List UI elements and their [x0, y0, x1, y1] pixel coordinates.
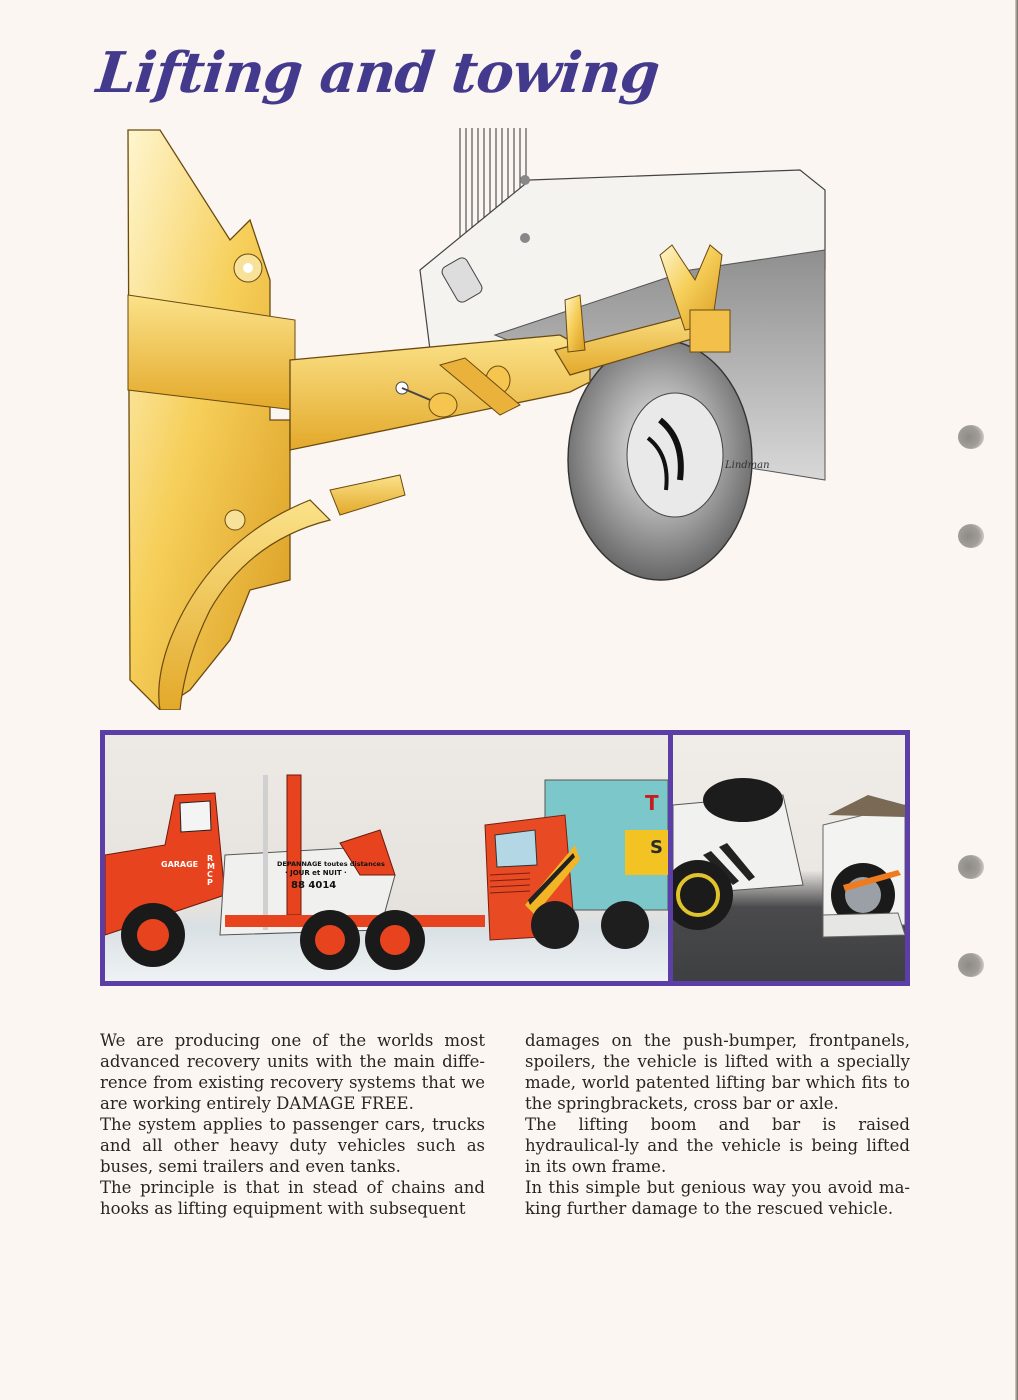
binder-hole-icon [958, 953, 984, 977]
lifting-bar-illustration [100, 120, 830, 710]
artist-signature: Lindman [725, 460, 770, 471]
wheel-lift-scene [673, 735, 905, 981]
photo-lifting-bar-wheel [673, 735, 905, 981]
trailer-letter-s: S [650, 837, 663, 858]
binder-hole-icon [958, 855, 984, 879]
paragraph-principle-start: The principle is that in stead of chains and hooks as lifting equipment with subsequent [100, 1178, 485, 1218]
paragraph-principle-continued: damages on the push-bumper, frontpanels, spoilers, the vehicle is lifted with a specially made, world patented lifting bar which fits to the springbrackets, cross bar or axle. [525, 1031, 910, 1113]
depannage-sign-line2: · JOUR et NUIT · [285, 869, 347, 877]
body-text-right-column [525, 1030, 910, 1219]
vertical-company-text: RMCP [207, 854, 215, 887]
paragraph-conclusion: In this simple but genious way you avoid ma-king further damage to the rescued vehicle. [525, 1178, 910, 1218]
paragraph-intro: We are producing one of the worlds most advanced recovery units with the main diffe-rence from existing recovery systems that we are working entirely DAMAGE FREE. [100, 1031, 485, 1113]
depannage-phone: 88 4014 [291, 880, 337, 891]
depannage-sign-line1: DEPANNAGE toutes distances [277, 860, 385, 868]
photo-strip [100, 730, 910, 986]
binder-hole-icon [958, 425, 984, 449]
paragraph-applications: The system applies to passenger cars, trucks and all other heavy duty vehicles such as buses, semi trailers and even tanks. [100, 1115, 485, 1176]
paragraph-hydraulics: The lifting boom and bar is raised hydraulical-ly and the vehicle is being lifted in its own frame. [525, 1115, 910, 1176]
trailer-letter-t: T [645, 791, 659, 815]
body-text-left-column [100, 1030, 485, 1219]
binder-hole-icon [958, 524, 984, 548]
photo-recovery-truck-towing [105, 735, 668, 981]
page-title: Lifting and towing [93, 40, 662, 106]
recovery-truck-scene [105, 735, 668, 981]
garage-door-text: GARAGE [161, 860, 199, 869]
